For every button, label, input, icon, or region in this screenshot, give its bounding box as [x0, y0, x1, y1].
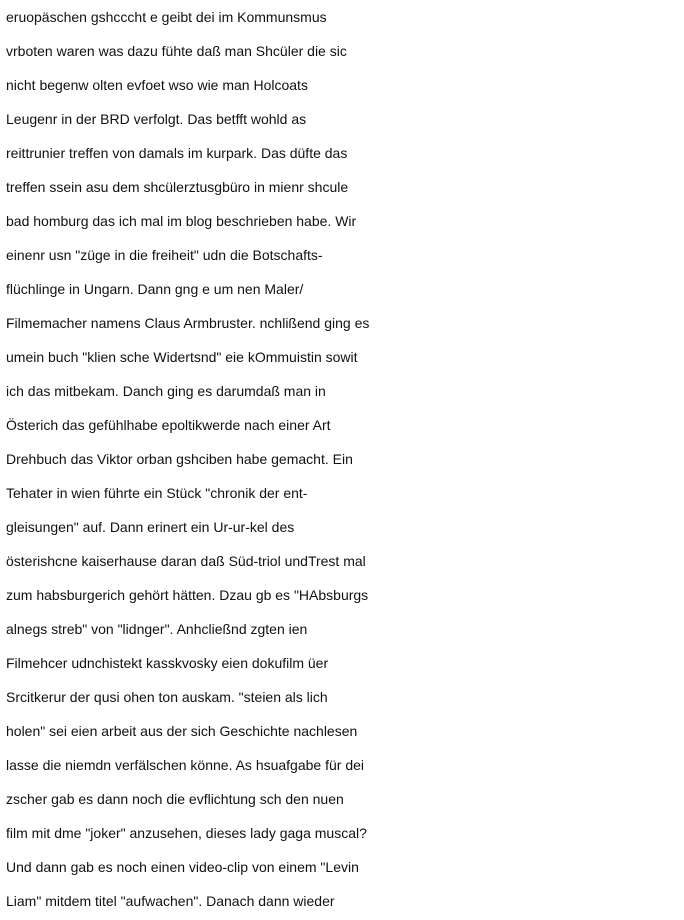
text-line: zscher gab es dann noch die evflichtung sch den nuen: [6, 791, 344, 807]
text-line: Srcitkerur der qusi ohen ton auskam. "steien als lich: [6, 689, 328, 705]
text-line: Leugenr in der BRD verfolgt. Das betfft wohld as: [6, 111, 307, 127]
text-line: einenr usn "züge in die freiheit" udn die Botschafts-: [6, 247, 323, 263]
text-line: ich das mitbekam. Danch ging es darumdaß man in: [6, 383, 326, 399]
text-line: holen" sei eien arbeit aus der sich Geschichte nachlesen: [6, 723, 358, 739]
text-line: Österich das gefühlhabe epoltikwerde nach einer Art: [6, 417, 331, 433]
text-line: vrboten waren was dazu fühte daß man Shcüler die sic: [6, 43, 347, 59]
text-line: Tehater in wien führte ein Stück "chronik der ent-: [6, 485, 308, 501]
text-line: Liam" mitdem titel "aufwachen". Danach dann wieder: [6, 893, 335, 909]
text-line: film mit dme "joker" anzusehen, dieses lady gaga muscal?: [6, 825, 367, 841]
text-line: österishcne kaiserhause daran daß Süd-triol undTrest mal: [6, 553, 366, 569]
text-line: gleisungen" auf. Dann erinert ein Ur-ur-kel des: [6, 519, 295, 535]
text-line: nicht begenw olten evfoet wso wie man Holcoats: [6, 77, 308, 93]
text-line: reittrunier treffen von damals im kurpark. Das düfte das: [6, 145, 348, 161]
text-line: Drehbuch das Viktor orban gshciben habe gemacht. Ein: [6, 451, 353, 467]
text-line: lasse die niemdn verfälschen könne. As hsuafgabe für dei: [6, 757, 365, 773]
text-line: treffen ssein asu dem shcülerztusgbüro in mienr shcule: [6, 179, 349, 195]
text-line: flüchlinge in Ungarn. Dann gng e um nen Maler/: [6, 281, 304, 297]
text-line: alnegs streb" von "lidnger". Anhcließnd zgten ien: [6, 621, 308, 637]
text-line: bad homburg das ich mal im blog beschrieben habe. Wir: [6, 213, 357, 229]
text-line: Filmemacher namens Claus Armbruster. nchlißend ging es: [6, 315, 370, 331]
text-line: zum habsburgerich gehört hätten. Dzau gb es "HAbsburgs: [6, 587, 369, 603]
text-line: Und dann gab es noch einen video-clip von einem "Levin: [6, 859, 359, 875]
body-text: [6, 0, 684, 918]
text-line: Filmehcer udnchistekt kasskvosky eien dokufilm üer: [6, 655, 329, 671]
text-line: umein buch "klien sche Widertsnd" eie kOmmuistin sowit: [6, 349, 358, 365]
text-line: eruopäschen gshcccht e geibt dei im Kommunsmus: [6, 9, 327, 25]
